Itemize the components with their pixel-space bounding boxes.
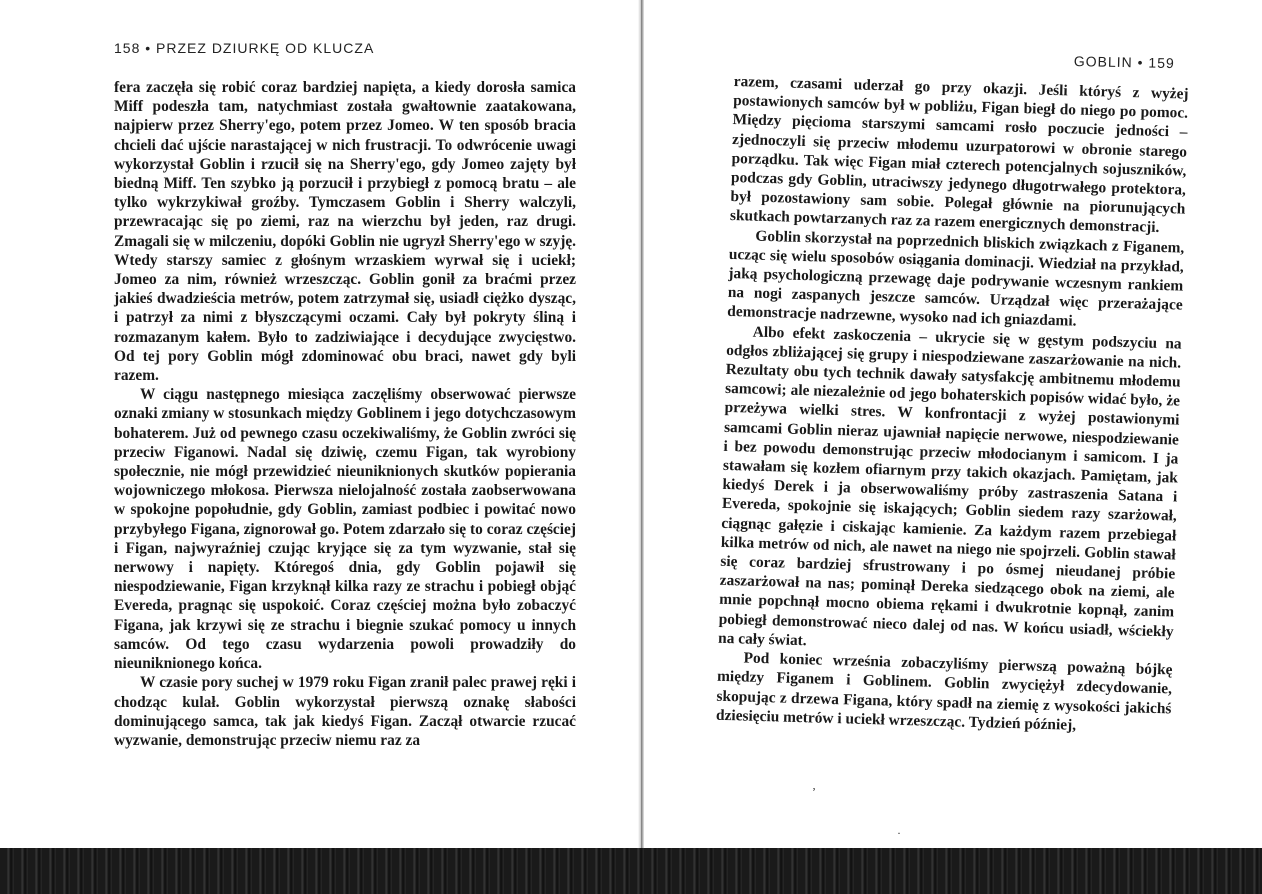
scan-speck: ·: [897, 826, 901, 840]
left-paragraph-3: W czasie pory suchej w 1979 roku Figan zranił palec prawej ręki i chodząc kulał. Goblin wykorzystał pierwszą oznakę słabości dominującego samca, tak jak kiedyś Figan. Zaczął otwarcie rzucać wyzwanie, demonstrując przeciw niemu raz za: [114, 674, 576, 749]
scan-speck: ʼ: [812, 785, 816, 799]
right-paragraph-3: Albo efekt zaskoczenia – ukrycie się w gęstym podszyciu na odgłos zbliżającej się grupy i niespodziewane zaszarżowanie na nich. Rezultaty obu tych technik dawały satysfakcję ambitnemu młodemu samcowi; ale niezależnie od jego bohaterskich popisów widać było, że przeżywa wielki stres. W konfrontacji z wyżej postawionymi samcami Goblin nieraz ujawniał napięcie nerwowe, niespodziewanie i bez powodu demonstrując przeciw młodocianym i samicom. I ja stawałam się kozłem ofiarnym przy takich okazjach. Pamiętam, jak kiedyś Derek i ja obserwowaliśmy próby zastraszenia Satana i Evereda, spokojnie się iskających; Goblin siedem razy szarżował, ciągnąc gałęzie i ciskając kamienie. Za każdym razem przebiegał kilka metrów od nich, ale nawet na niego nie spojrzeli. Goblin stawał się coraz bardziej sfrustrowany i po ósmej nieudanej próbie zaszarżował na nas; pominął Dereka siedzącego obok na ziemi, ale mnie popchnął mocno obiema rękami i dwukrotnie kopnął, zanim pobiegł demonstrować nieco dalej od nas. W końcu usiadł, wściekły na cały świat.: [717, 323, 1182, 650]
left-paragraph-2: W ciągu następnego miesiąca zaczęliśmy obserwować pierwsze oznaki zmiany w stosunkach między Goblinem i jego dotychczasowym bohaterem. Już od pewnego czasu oczekiwaliśmy, że Goblin zwróci się przeciw Figanowi. Nadal się dziwię, czemu Figan, tak wyrobiony społecznie, nie mógł przewidzieć nieuniknionych skutków popierania wojowniczego młokosa. Pierwsza nielojalność została zaobserwowana w spokojne popołudnie, gdy Goblin, zamiast podbiec i powitać nowo przybyłego Figana, zignorował go. Potem zdarzało się to coraz częściej i Figan, najwyraźniej czując kryjące się za tym wyzwanie, stał się nerwowy i napięty. Któregoś dnia, gdy Goblin pojawił się niespodziewanie, Figan krzyknął kilka razy ze strachu i pobiegł objąć Evereda, pragnąc się uspokoić. Coraz częściej można było zobaczyć Figana, jak krzywi się ze strachu i biegnie szukać pomocy u innych samców. Od tego czasu wydarzenia powoli prowadziły do nieuniknionego końca.: [114, 386, 576, 673]
right-paragraph-1: razem, czasami uderzał go przy okazji. Jeśli któryś z wyżej postawionych samców był w pobliżu, Figan biegł do niego po pomoc. Między pięcioma starszymi samcami rosło poczucie jedności – zjednoczyli się przeciw młodemu uzurpatorowi w obronie starego porządku. Tak więc Figan miał czterech potencjalnych sojuszników, podczas gdy Goblin, utraciwszy jedynego długotrwałego protektora, był pozostawiony sam sobie. Polegał głównie na piorunujących skutkach powtarzanych raz za razem energicznych demonstracji.: [729, 72, 1189, 237]
right-page: [642, 0, 1262, 850]
left-paragraph-1: fera zaczęła się robić coraz bardziej napięta, a kiedy dorosła samica Miff podeszła tam, natychmiast została gwałtownie zaatakowana, najpierw przez Sherry'ego, potem przez Jomeo. W ten sposób bracia chcieli dać ujście narastającej w nich frustracji. To odwrócenie uwagi wykorzystał Goblin i rzucił się na Sherry'ego, gdy Jomeo zajęty był biedną Miff. Ten szybko ją porzucił i przybiegł z pomocą bratu – ale tylko wykrzykiwał groźby. Tymczasem Goblin i Sherry walczyli, przewracając się po ziemi, raz na wierzchu był jeden, raz drugi. Zmagali się w milczeniu, dopóki Goblin nie ugryzł Sherry'ego w szyję. Wtedy starszy samiec z głośnym wrzaskiem wyrwał się i uciekł; Jomeo za nim, również wrzeszcząc. Goblin gonił za braćmi przez jakieś dwadzieścia metrów, potem zatrzymał się, usiadł ciężko dysząc, i patrzył za nimi z błyszczącymi oczami. Cały był pokryty śliną i rozmazanym kałem. Było to zadziwiające i decydujące zwycięstwo. Od tej pory Goblin mógł zdominować obu braci, nawet gdy byli razem.: [114, 79, 576, 385]
right-paragraph-2: Goblin skorzystał na poprzednich bliskich związkach z Figanem, ucząc się wielu sposobów osiągania dominacji. Wiedział na przykład, jaką psychologiczną przewagę daje podrywanie wczesnym rankiem na nogi zaspanych jeszcze samców. Urządzał więc przerażające demonstracje nadrzewne, wysoko nad ich gniazdami.: [727, 227, 1185, 331]
right-paragraph-4: Pod koniec września zobaczyliśmy pierwszą poważną bójkę między Figanem i Goblinem. Goblin zwyciężył zdecydowanie, skopując z drzewa Figana, który spadł na ziemię z wysokości jakichś dziesięciu metrów i uciekł wrzeszcząc. Tydzień później,: [715, 649, 1173, 734]
right-page-text: [716, 72, 1189, 737]
left-page-text: [114, 78, 576, 750]
left-page-header: 158 • PRZEZ DZIURKĘ OD KLUCZA: [114, 40, 375, 56]
left-page: [0, 0, 640, 850]
scan-bottom-edge: [0, 848, 1262, 894]
right-page-header: GOBLIN • 159: [1073, 53, 1175, 72]
